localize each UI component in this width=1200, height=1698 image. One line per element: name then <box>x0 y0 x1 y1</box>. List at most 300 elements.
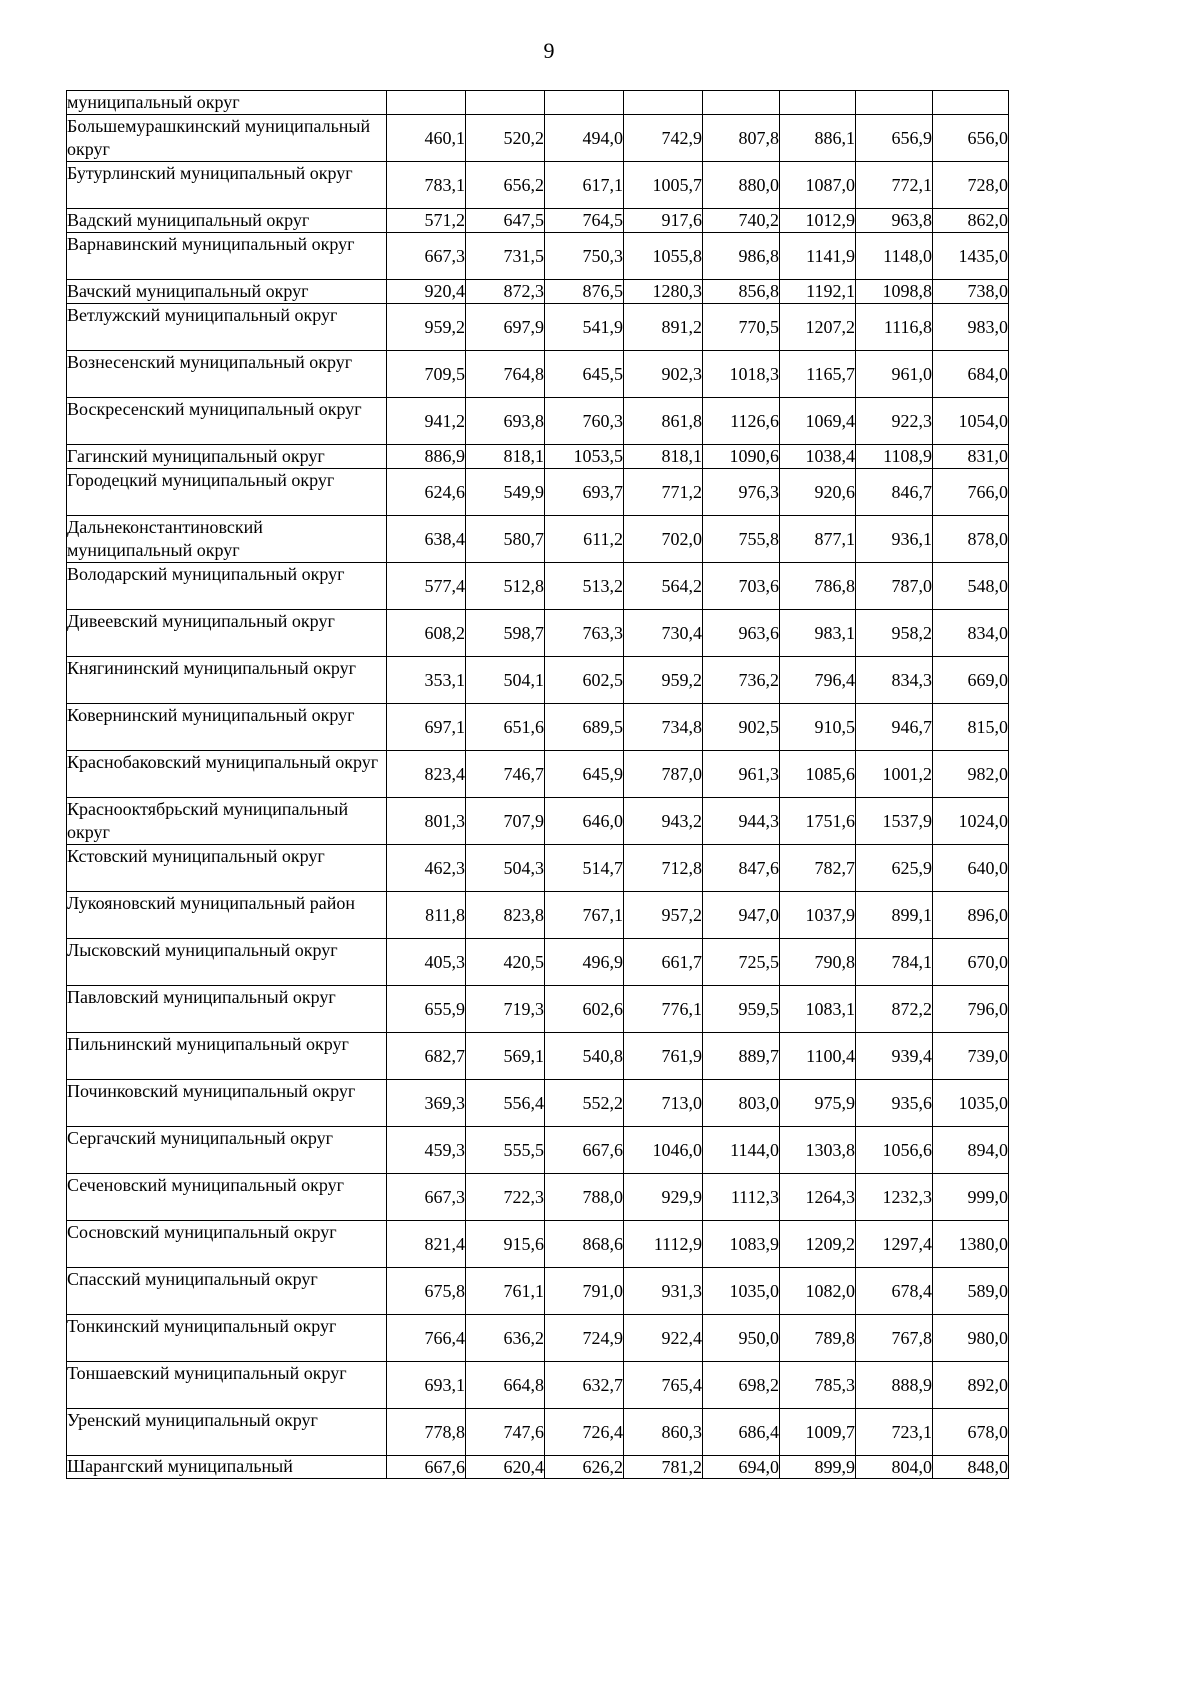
value-cell: 640,0 <box>933 845 1009 892</box>
value-cell: 661,7 <box>624 939 703 986</box>
district-name-cell: Тонкинский муниципальный округ <box>67 1315 387 1362</box>
value-cell: 1165,7 <box>780 351 856 398</box>
value-cell: 569,1 <box>466 1033 545 1080</box>
value-cell: 1037,9 <box>780 892 856 939</box>
value-cell: 892,0 <box>933 1362 1009 1409</box>
value-cell: 983,0 <box>933 304 1009 351</box>
value-cell: 678,4 <box>856 1268 933 1315</box>
district-name-cell: Варнавинский муниципальный округ <box>67 233 387 280</box>
district-name-cell: Дальнеконстантиновский муниципальный округ <box>67 516 387 563</box>
value-cell: 1232,3 <box>856 1174 933 1221</box>
district-name-cell: Вачский муниципальный округ <box>67 280 387 304</box>
value-cell: 920,4 <box>387 280 466 304</box>
value-cell: 1435,0 <box>933 233 1009 280</box>
value-cell: 647,5 <box>466 209 545 233</box>
value-cell: 770,5 <box>703 304 780 351</box>
value-cell: 1144,0 <box>703 1127 780 1174</box>
table-row <box>67 751 1009 798</box>
value-cell: 872,2 <box>856 986 933 1033</box>
table-row <box>67 280 1009 304</box>
value-cell: 739,0 <box>933 1033 1009 1080</box>
value-cell: 848,0 <box>933 1456 1009 1479</box>
value-cell: 712,8 <box>624 845 703 892</box>
value-cell: 686,4 <box>703 1409 780 1456</box>
table-row <box>67 115 1009 162</box>
table-row <box>67 351 1009 398</box>
value-cell <box>466 91 545 115</box>
value-cell: 818,1 <box>466 445 545 469</box>
value-cell <box>545 91 624 115</box>
value-cell: 571,2 <box>387 209 466 233</box>
value-cell: 1056,6 <box>856 1127 933 1174</box>
value-cell: 740,2 <box>703 209 780 233</box>
value-cell: 504,3 <box>466 845 545 892</box>
value-cell: 656,9 <box>856 115 933 162</box>
value-cell: 667,3 <box>387 233 466 280</box>
value-cell: 796,0 <box>933 986 1009 1033</box>
data-table <box>66 90 1009 1479</box>
value-cell: 730,4 <box>624 610 703 657</box>
value-cell: 736,2 <box>703 657 780 704</box>
value-cell: 1141,9 <box>780 233 856 280</box>
district-name-cell: Ковернинский муниципальный округ <box>67 704 387 751</box>
value-cell: 796,4 <box>780 657 856 704</box>
district-name-cell: Сергачский муниципальный округ <box>67 1127 387 1174</box>
value-cell: 856,8 <box>703 280 780 304</box>
table-row <box>67 939 1009 986</box>
value-cell: 675,8 <box>387 1268 466 1315</box>
value-cell: 886,1 <box>780 115 856 162</box>
district-name-cell: Большемурашкинский муниципальный округ <box>67 115 387 162</box>
value-cell: 877,1 <box>780 516 856 563</box>
value-cell: 772,1 <box>856 162 933 209</box>
table-row <box>67 610 1009 657</box>
value-cell: 1035,0 <box>933 1080 1009 1127</box>
value-cell: 698,2 <box>703 1362 780 1409</box>
value-cell: 646,0 <box>545 798 624 845</box>
value-cell <box>387 91 466 115</box>
value-cell: 731,5 <box>466 233 545 280</box>
value-cell: 860,3 <box>624 1409 703 1456</box>
value-cell: 889,7 <box>703 1033 780 1080</box>
value-cell: 719,3 <box>466 986 545 1033</box>
value-cell: 664,8 <box>466 1362 545 1409</box>
district-name-cell: Вознесенский муниципальный округ <box>67 351 387 398</box>
table-row <box>67 1221 1009 1268</box>
value-cell: 702,0 <box>624 516 703 563</box>
value-cell: 790,8 <box>780 939 856 986</box>
table-body <box>67 91 1009 1479</box>
value-cell: 713,0 <box>624 1080 703 1127</box>
value-cell: 1751,6 <box>780 798 856 845</box>
table-row <box>67 1268 1009 1315</box>
value-cell: 742,9 <box>624 115 703 162</box>
value-cell: 1087,0 <box>780 162 856 209</box>
table-row <box>67 162 1009 209</box>
value-cell: 626,2 <box>545 1456 624 1479</box>
value-cell: 689,5 <box>545 704 624 751</box>
district-name-cell: Вадский муниципальный округ <box>67 209 387 233</box>
value-cell: 958,2 <box>856 610 933 657</box>
value-cell: 1001,2 <box>856 751 933 798</box>
value-cell: 655,9 <box>387 986 466 1033</box>
value-cell: 761,9 <box>624 1033 703 1080</box>
value-cell: 617,1 <box>545 162 624 209</box>
district-name-cell: Княгининский муниципальный округ <box>67 657 387 704</box>
value-cell: 782,7 <box>780 845 856 892</box>
value-cell: 1055,8 <box>624 233 703 280</box>
value-cell: 946,7 <box>856 704 933 751</box>
value-cell: 1018,3 <box>703 351 780 398</box>
value-cell: 807,8 <box>703 115 780 162</box>
value-cell: 723,1 <box>856 1409 933 1456</box>
district-name-cell: Починковский муниципальный округ <box>67 1080 387 1127</box>
table-row <box>67 445 1009 469</box>
value-cell: 899,9 <box>780 1456 856 1479</box>
value-cell: 947,0 <box>703 892 780 939</box>
value-cell: 783,1 <box>387 162 466 209</box>
value-cell: 959,5 <box>703 986 780 1033</box>
value-cell: 693,1 <box>387 1362 466 1409</box>
value-cell: 589,0 <box>933 1268 1009 1315</box>
value-cell: 766,4 <box>387 1315 466 1362</box>
value-cell: 786,8 <box>780 563 856 610</box>
district-name-cell: Сеченовский муниципальный округ <box>67 1174 387 1221</box>
value-cell: 959,2 <box>387 304 466 351</box>
value-cell: 632,7 <box>545 1362 624 1409</box>
value-cell: 804,0 <box>856 1456 933 1479</box>
value-cell: 1126,6 <box>703 398 780 445</box>
value-cell: 764,8 <box>466 351 545 398</box>
value-cell: 459,3 <box>387 1127 466 1174</box>
value-cell: 983,1 <box>780 610 856 657</box>
value-cell: 645,5 <box>545 351 624 398</box>
value-cell: 1280,3 <box>624 280 703 304</box>
district-name-cell: Пильнинский муниципальный округ <box>67 1033 387 1080</box>
district-name-cell: муниципальный округ <box>67 91 387 115</box>
value-cell: 611,2 <box>545 516 624 563</box>
value-cell: 724,9 <box>545 1315 624 1362</box>
value-cell: 986,8 <box>703 233 780 280</box>
value-cell: 878,0 <box>933 516 1009 563</box>
value-cell: 862,0 <box>933 209 1009 233</box>
value-cell: 880,0 <box>703 162 780 209</box>
page-number: 9 <box>543 38 555 63</box>
value-cell: 941,2 <box>387 398 466 445</box>
value-cell: 791,0 <box>545 1268 624 1315</box>
value-cell: 788,0 <box>545 1174 624 1221</box>
district-name-cell: Ветлужский муниципальный округ <box>67 304 387 351</box>
value-cell: 460,1 <box>387 115 466 162</box>
value-cell: 541,9 <box>545 304 624 351</box>
value-cell: 764,5 <box>545 209 624 233</box>
value-cell: 815,0 <box>933 704 1009 751</box>
value-cell: 608,2 <box>387 610 466 657</box>
value-cell: 771,2 <box>624 469 703 516</box>
value-cell: 980,0 <box>933 1315 1009 1362</box>
value-cell: 929,9 <box>624 1174 703 1221</box>
table-row <box>67 233 1009 280</box>
value-cell: 801,3 <box>387 798 466 845</box>
value-cell: 1297,4 <box>856 1221 933 1268</box>
value-cell: 957,2 <box>624 892 703 939</box>
value-cell: 602,6 <box>545 986 624 1033</box>
value-cell: 625,9 <box>856 845 933 892</box>
value-cell: 755,8 <box>703 516 780 563</box>
table-row <box>67 1080 1009 1127</box>
value-cell: 738,0 <box>933 280 1009 304</box>
value-cell: 785,3 <box>780 1362 856 1409</box>
value-cell: 1046,0 <box>624 1127 703 1174</box>
value-cell: 1085,6 <box>780 751 856 798</box>
value-cell: 697,1 <box>387 704 466 751</box>
value-cell: 462,3 <box>387 845 466 892</box>
table-row <box>67 1174 1009 1221</box>
value-cell: 494,0 <box>545 115 624 162</box>
value-cell: 750,3 <box>545 233 624 280</box>
value-cell: 767,1 <box>545 892 624 939</box>
value-cell: 1038,4 <box>780 445 856 469</box>
value-cell: 1005,7 <box>624 162 703 209</box>
value-cell: 935,6 <box>856 1080 933 1127</box>
value-cell: 999,0 <box>933 1174 1009 1221</box>
table-row <box>67 563 1009 610</box>
value-cell: 1116,8 <box>856 304 933 351</box>
value-cell: 776,1 <box>624 986 703 1033</box>
district-name-cell: Лукояновский муниципальный район <box>67 892 387 939</box>
value-cell: 512,8 <box>466 563 545 610</box>
value-cell: 899,1 <box>856 892 933 939</box>
value-cell: 823,4 <box>387 751 466 798</box>
value-cell: 976,3 <box>703 469 780 516</box>
value-cell: 638,4 <box>387 516 466 563</box>
value-cell: 1024,0 <box>933 798 1009 845</box>
value-cell: 961,3 <box>703 751 780 798</box>
value-cell: 902,3 <box>624 351 703 398</box>
value-cell: 861,8 <box>624 398 703 445</box>
value-cell: 598,7 <box>466 610 545 657</box>
value-cell: 1069,4 <box>780 398 856 445</box>
district-name-cell: Городецкий муниципальный округ <box>67 469 387 516</box>
value-cell <box>780 91 856 115</box>
value-cell: 697,9 <box>466 304 545 351</box>
value-cell: 1009,7 <box>780 1409 856 1456</box>
value-cell: 669,0 <box>933 657 1009 704</box>
table-row <box>67 845 1009 892</box>
value-cell: 922,4 <box>624 1315 703 1362</box>
value-cell: 513,2 <box>545 563 624 610</box>
value-cell: 818,1 <box>624 445 703 469</box>
value-cell: 896,0 <box>933 892 1009 939</box>
value-cell: 369,3 <box>387 1080 466 1127</box>
table-row <box>67 209 1009 233</box>
value-cell: 667,3 <box>387 1174 466 1221</box>
district-name-cell: Павловский муниципальный округ <box>67 986 387 1033</box>
value-cell: 803,0 <box>703 1080 780 1127</box>
value-cell: 620,4 <box>466 1456 545 1479</box>
value-cell: 915,6 <box>466 1221 545 1268</box>
district-name-cell: Краснооктябрьский муниципальный округ <box>67 798 387 845</box>
value-cell: 1083,1 <box>780 986 856 1033</box>
value-cell: 902,5 <box>703 704 780 751</box>
value-cell: 577,4 <box>387 563 466 610</box>
value-cell: 514,7 <box>545 845 624 892</box>
value-cell: 823,8 <box>466 892 545 939</box>
value-cell: 778,8 <box>387 1409 466 1456</box>
value-cell: 963,6 <box>703 610 780 657</box>
value-cell: 496,9 <box>545 939 624 986</box>
value-cell: 784,1 <box>856 939 933 986</box>
value-cell: 580,7 <box>466 516 545 563</box>
value-cell: 781,2 <box>624 1456 703 1479</box>
value-cell: 1083,9 <box>703 1221 780 1268</box>
table-row <box>67 304 1009 351</box>
value-cell: 975,9 <box>780 1080 856 1127</box>
value-cell: 787,0 <box>624 751 703 798</box>
value-cell: 556,4 <box>466 1080 545 1127</box>
value-cell: 831,0 <box>933 445 1009 469</box>
table-row <box>67 1362 1009 1409</box>
value-cell: 564,2 <box>624 563 703 610</box>
value-cell: 555,5 <box>466 1127 545 1174</box>
value-cell: 667,6 <box>545 1127 624 1174</box>
district-name-cell: Сосновский муниципальный округ <box>67 1221 387 1268</box>
value-cell <box>624 91 703 115</box>
value-cell <box>933 91 1009 115</box>
value-cell: 1035,0 <box>703 1268 780 1315</box>
value-cell: 1148,0 <box>856 233 933 280</box>
table-row <box>67 1409 1009 1456</box>
value-cell: 405,3 <box>387 939 466 986</box>
value-cell: 725,5 <box>703 939 780 986</box>
value-cell: 1192,1 <box>780 280 856 304</box>
table-row <box>67 704 1009 751</box>
value-cell: 1098,8 <box>856 280 933 304</box>
table-row <box>67 1033 1009 1080</box>
value-cell: 894,0 <box>933 1127 1009 1174</box>
table-row <box>67 1127 1009 1174</box>
district-name-cell: Бутурлинский муниципальный округ <box>67 162 387 209</box>
value-cell: 936,1 <box>856 516 933 563</box>
value-cell: 1082,0 <box>780 1268 856 1315</box>
table-row <box>67 892 1009 939</box>
value-cell: 504,1 <box>466 657 545 704</box>
table-row <box>67 91 1009 115</box>
value-cell: 961,0 <box>856 351 933 398</box>
value-cell: 891,2 <box>624 304 703 351</box>
value-cell: 920,6 <box>780 469 856 516</box>
value-cell: 763,3 <box>545 610 624 657</box>
value-cell: 1100,4 <box>780 1033 856 1080</box>
value-cell: 811,8 <box>387 892 466 939</box>
value-cell <box>703 91 780 115</box>
table-row <box>67 398 1009 445</box>
value-cell: 888,9 <box>856 1362 933 1409</box>
value-cell: 548,0 <box>933 563 1009 610</box>
value-cell: 1108,9 <box>856 445 933 469</box>
district-name-cell: Тоншаевский муниципальный округ <box>67 1362 387 1409</box>
value-cell: 1012,9 <box>780 209 856 233</box>
value-cell: 684,0 <box>933 351 1009 398</box>
district-name-cell: Спасский муниципальный округ <box>67 1268 387 1315</box>
table-row <box>67 657 1009 704</box>
value-cell: 1537,9 <box>856 798 933 845</box>
table-row <box>67 1315 1009 1362</box>
value-cell: 963,8 <box>856 209 933 233</box>
value-cell: 728,0 <box>933 162 1009 209</box>
value-cell: 694,0 <box>703 1456 780 1479</box>
district-name-cell: Воскресенский муниципальный округ <box>67 398 387 445</box>
value-cell: 552,2 <box>545 1080 624 1127</box>
value-cell: 656,0 <box>933 115 1009 162</box>
value-cell: 722,3 <box>466 1174 545 1221</box>
district-name-cell: Краснобаковский муниципальный округ <box>67 751 387 798</box>
value-cell: 765,4 <box>624 1362 703 1409</box>
value-cell: 734,8 <box>624 704 703 751</box>
value-cell: 821,4 <box>387 1221 466 1268</box>
value-cell: 693,8 <box>466 398 545 445</box>
value-cell: 868,6 <box>545 1221 624 1268</box>
value-cell: 709,5 <box>387 351 466 398</box>
value-cell: 703,6 <box>703 563 780 610</box>
value-cell: 917,6 <box>624 209 703 233</box>
table-row <box>67 469 1009 516</box>
value-cell: 1207,2 <box>780 304 856 351</box>
value-cell: 747,6 <box>466 1409 545 1456</box>
value-cell: 682,7 <box>387 1033 466 1080</box>
value-cell: 1380,0 <box>933 1221 1009 1268</box>
value-cell: 636,2 <box>466 1315 545 1362</box>
value-cell: 678,0 <box>933 1409 1009 1456</box>
value-cell: 1112,3 <box>703 1174 780 1221</box>
value-cell: 767,8 <box>856 1315 933 1362</box>
district-name-cell: Кстовский муниципальный округ <box>67 845 387 892</box>
value-cell: 726,4 <box>545 1409 624 1456</box>
value-cell <box>856 91 933 115</box>
value-cell: 872,3 <box>466 280 545 304</box>
value-cell: 1112,9 <box>624 1221 703 1268</box>
value-cell: 707,9 <box>466 798 545 845</box>
value-cell: 651,6 <box>466 704 545 751</box>
value-cell: 549,9 <box>466 469 545 516</box>
value-cell: 353,1 <box>387 657 466 704</box>
value-cell: 834,3 <box>856 657 933 704</box>
district-name-cell: Уренский муниципальный округ <box>67 1409 387 1456</box>
district-name-cell: Гагинский муниципальный округ <box>67 445 387 469</box>
value-cell: 746,7 <box>466 751 545 798</box>
value-cell: 939,4 <box>856 1033 933 1080</box>
value-cell: 847,6 <box>703 845 780 892</box>
value-cell: 789,8 <box>780 1315 856 1362</box>
value-cell: 1303,8 <box>780 1127 856 1174</box>
value-cell: 1090,6 <box>703 445 780 469</box>
value-cell: 1264,3 <box>780 1174 856 1221</box>
value-cell: 624,6 <box>387 469 466 516</box>
district-name-cell: Володарский муниципальный округ <box>67 563 387 610</box>
value-cell: 959,2 <box>624 657 703 704</box>
value-cell: 645,9 <box>545 751 624 798</box>
value-cell: 950,0 <box>703 1315 780 1362</box>
value-cell: 944,3 <box>703 798 780 845</box>
value-cell: 931,3 <box>624 1268 703 1315</box>
value-cell: 761,1 <box>466 1268 545 1315</box>
table-row <box>67 986 1009 1033</box>
district-name-cell: Шарангский муниципальный <box>67 1456 387 1479</box>
value-cell: 1053,5 <box>545 445 624 469</box>
value-cell: 1054,0 <box>933 398 1009 445</box>
value-cell: 420,5 <box>466 939 545 986</box>
value-cell: 834,0 <box>933 610 1009 657</box>
